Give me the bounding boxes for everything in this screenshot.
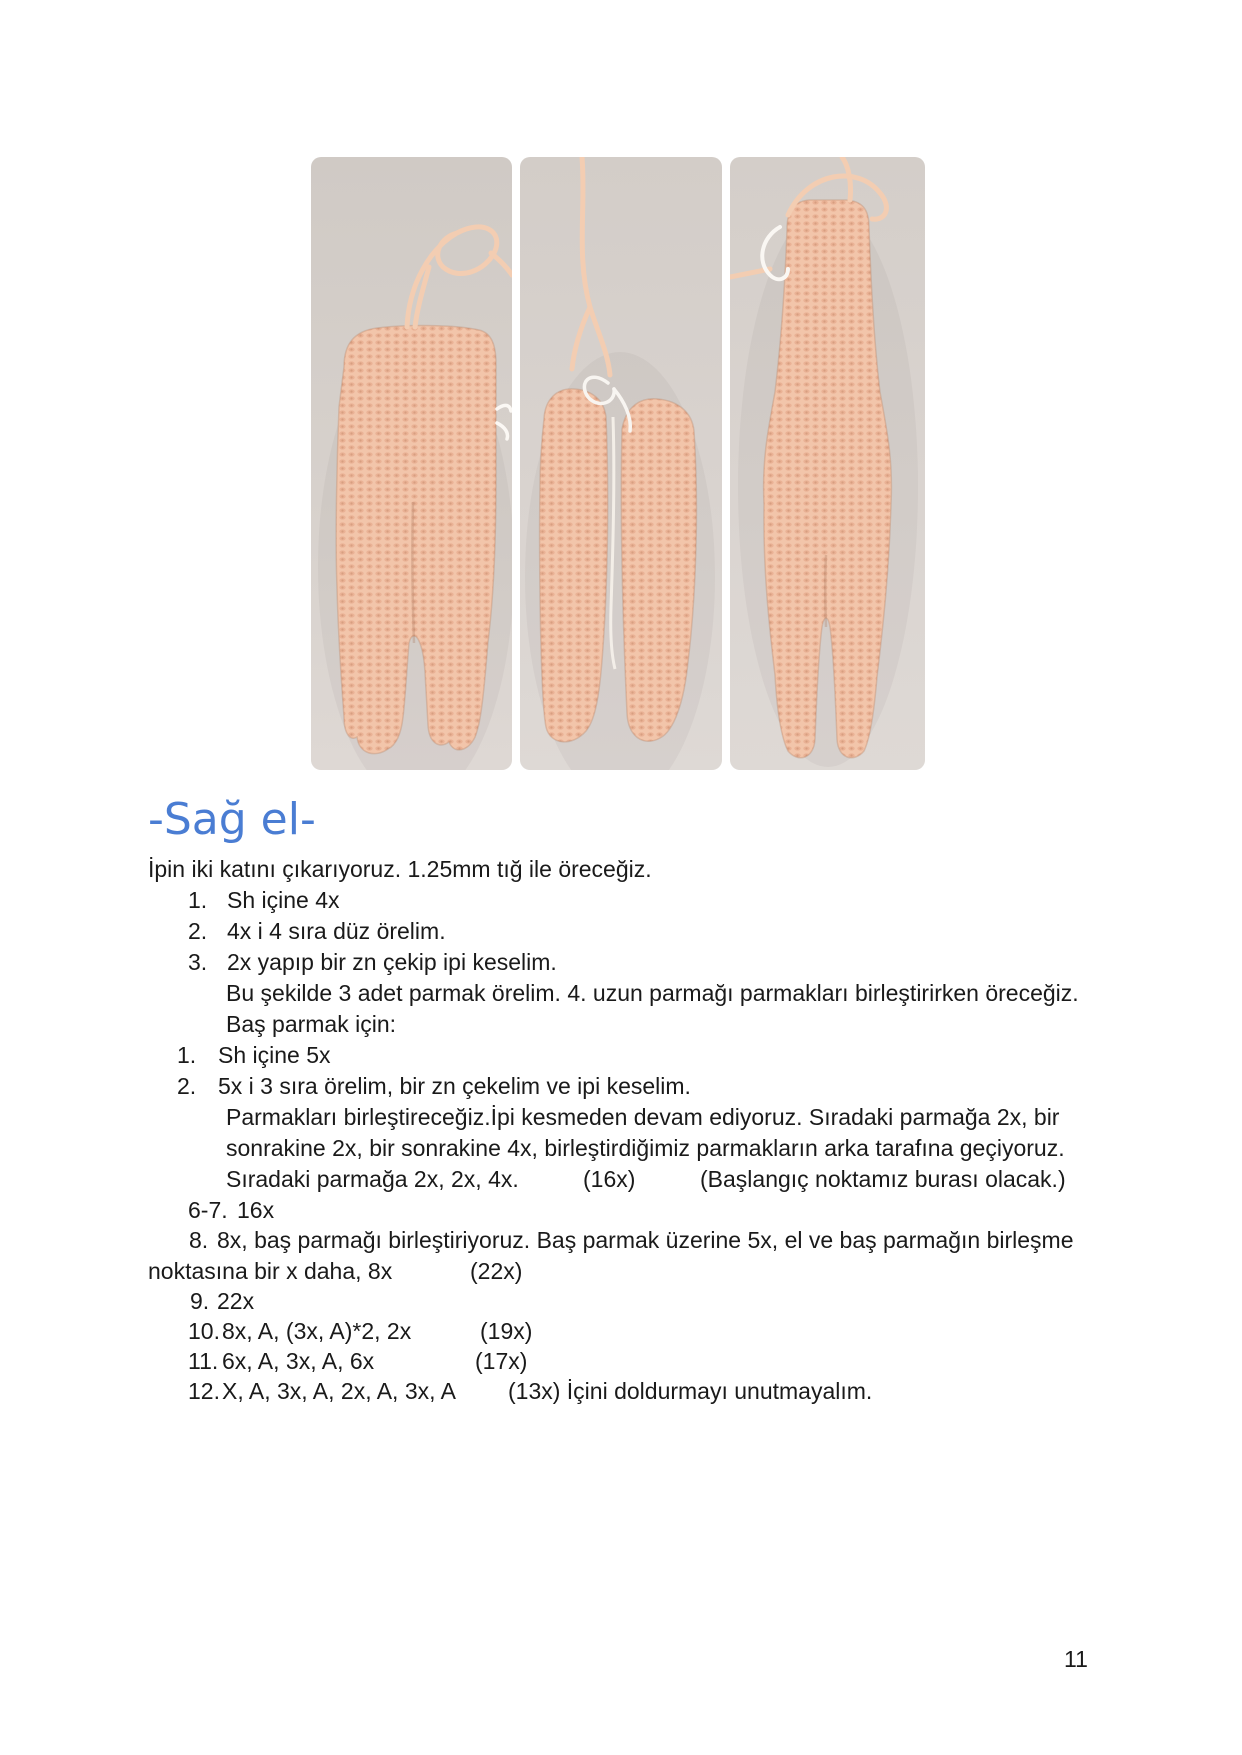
step-line	[188, 917, 446, 945]
step-text: X, A, 3x, A, 2x, A, 3x, A	[222, 1378, 456, 1404]
step-text: 2x yapıp bir zn çekip ipi keselim.	[227, 949, 557, 975]
step-continuation-line	[148, 1257, 523, 1285]
step-text: 16x	[237, 1197, 275, 1223]
step-line	[177, 1041, 331, 1069]
step-number: 8.	[189, 1227, 209, 1253]
note-line	[226, 1103, 1059, 1131]
crochet-legs-front-photo	[311, 157, 512, 770]
left-leg-shape	[540, 389, 608, 742]
step-number: 6-7.	[188, 1197, 228, 1223]
step-number: 1.	[177, 1042, 197, 1068]
step-text: 8x, baş parmağı birleştiriyoruz. Baş parmak üzerine 5x, el ve baş parmağın birleşme	[217, 1227, 1074, 1253]
step-text: 22x	[217, 1288, 255, 1314]
crochet-legs-back-photo	[520, 157, 722, 770]
note-line	[226, 979, 1079, 1007]
step-number: 9.	[190, 1288, 210, 1314]
crochet-body-illustration	[730, 157, 925, 770]
stitch-count: (16x)	[583, 1166, 636, 1192]
note-text: Sıradaki parmağa 2x, 2x, 4x.	[226, 1166, 519, 1192]
intro-text: İpin iki katını çıkarıyoruz. 1.25mm tığ ile öreceğiz.	[148, 856, 652, 882]
step-line	[188, 948, 557, 976]
step-number: 12.	[188, 1378, 220, 1404]
step-number: 10.	[188, 1318, 220, 1344]
step-line	[188, 1347, 528, 1375]
step-text: Sh içine 4x	[227, 887, 340, 913]
step-line	[188, 1196, 274, 1224]
step-text: 4x i 4 sıra düz örelim.	[227, 918, 446, 944]
step-line	[177, 1072, 691, 1100]
step-line	[188, 1377, 873, 1405]
step-line	[188, 886, 340, 914]
note-text: Parmakları birleştireceğiz.İpi kesmeden devam ediyoruz. Sıradaki parmağa 2x, bir	[226, 1104, 1060, 1130]
step-number: 1.	[188, 887, 208, 913]
note-text: Bu şekilde 3 adet parmak örelim. 4. uzun parmağı parmakları birleştirirken öreceğiz.	[226, 980, 1079, 1006]
note-line	[226, 1165, 1066, 1193]
step-text: 6x, A, 3x, A, 6x	[222, 1348, 375, 1374]
step-text: 5x i 3 sıra örelim, bir zn çekelim ve ipi keselim.	[218, 1073, 691, 1099]
stitch-count: (19x)	[480, 1318, 533, 1344]
intro-line	[148, 855, 652, 883]
step-line	[188, 1317, 533, 1345]
step-text: Sh içine 5x	[218, 1042, 331, 1068]
stitch-count: (13x) İçini doldurmayı unutmayalım.	[508, 1378, 873, 1404]
note-parenthetical: (Başlangıç noktamız burası olacak.)	[700, 1166, 1066, 1192]
step-number: 3.	[188, 949, 208, 975]
stitch-count: (17x)	[475, 1348, 528, 1374]
note-line	[226, 1010, 396, 1038]
crochet-legs-front-illustration	[311, 157, 512, 770]
step-line	[189, 1226, 1073, 1254]
note-text: sonrakine 2x, bir sonrakine 4x, birleştirdiğimiz parmakların arka tarafına geçiyoruz.	[226, 1135, 1065, 1161]
note-text: Baş parmak için:	[226, 1011, 397, 1037]
crochet-legs-back-illustration	[520, 157, 722, 770]
section-heading: -Sağ el-	[148, 794, 316, 845]
step-number: 2.	[188, 918, 208, 944]
page-number: 11	[1064, 1646, 1088, 1672]
step-text: 8x, A, (3x, A)*2, 2x	[222, 1318, 412, 1344]
stitch-count: (22x)	[470, 1258, 523, 1284]
step-number: 2.	[177, 1073, 197, 1099]
step-line	[190, 1287, 254, 1315]
note-line	[226, 1134, 1065, 1162]
step-text: noktasına bir x daha, 8x	[148, 1258, 393, 1284]
crochet-full-body-photo	[730, 157, 925, 770]
step-number: 11.	[188, 1348, 219, 1374]
